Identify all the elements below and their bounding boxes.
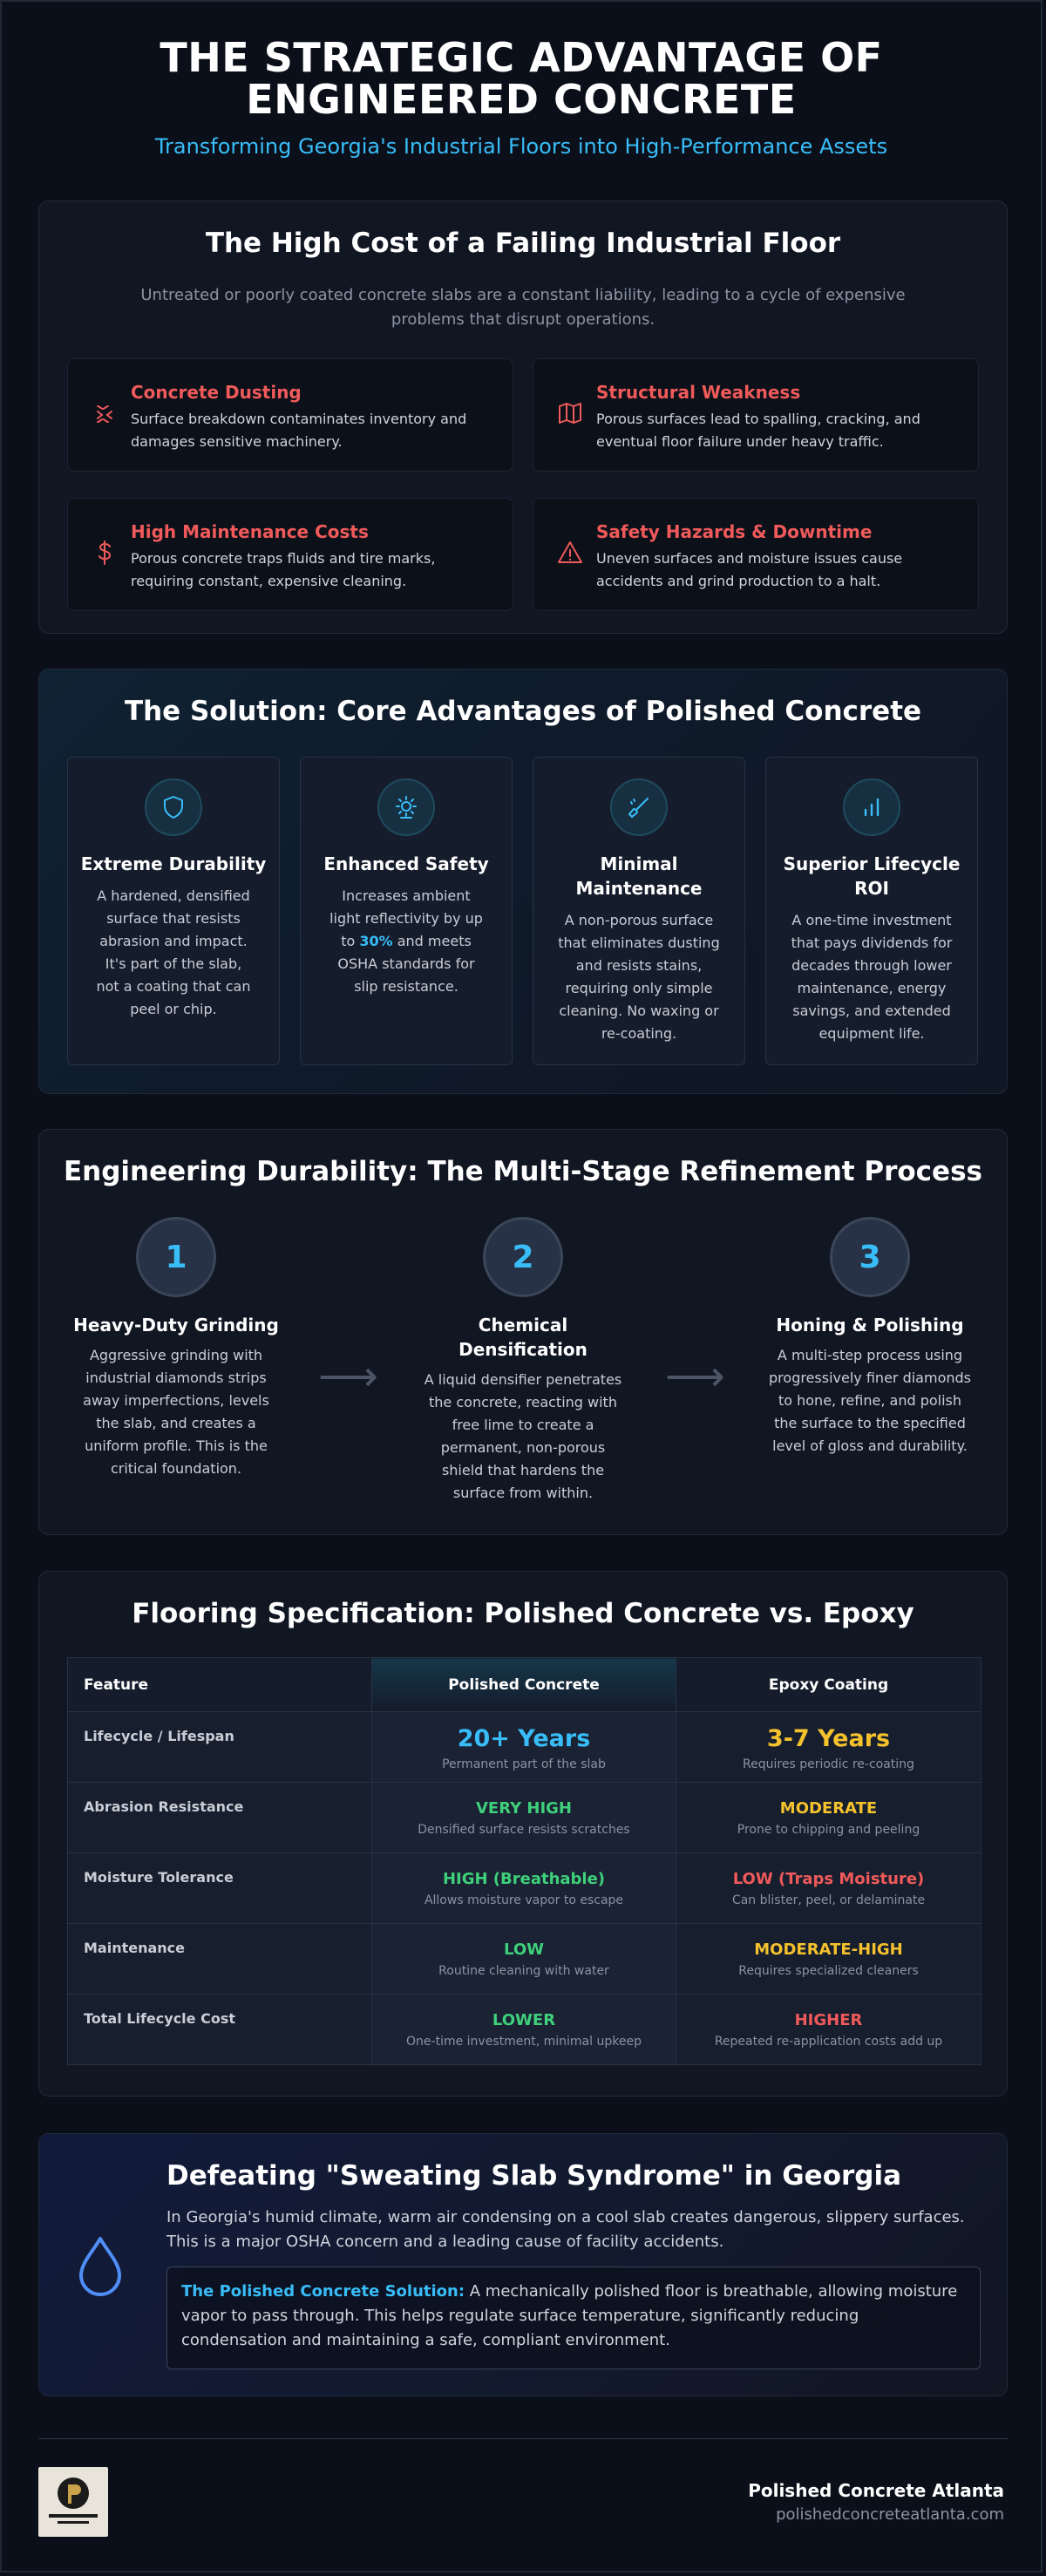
- problem-card-dusting: [67, 358, 513, 472]
- advantage-desc: [301, 885, 512, 998]
- problem-title: High Maintenance Costs: [131, 521, 369, 542]
- advantage-desc-pre: Increases ambient light reflectivity by up to: [329, 887, 483, 949]
- process-step-2: [414, 1217, 632, 1505]
- epoxy-cell: [676, 1783, 981, 1853]
- sweating-slab-section: [38, 2133, 1008, 2396]
- dollar-icon: [91, 539, 119, 567]
- epoxy-note: Prone to chipping and peeling: [737, 1823, 920, 1837]
- step-title: Heavy-Duty Grinding: [73, 1315, 279, 1336]
- polished-cell: [372, 1783, 676, 1853]
- arrow-right-icon: ⟶: [665, 1352, 725, 1401]
- problem-card-maintenance: [67, 498, 513, 611]
- advantage-desc-highlight: 30%: [359, 933, 393, 949]
- shield-icon: [160, 794, 187, 820]
- header-feature: Feature: [68, 1658, 372, 1712]
- step-number: 3: [830, 1217, 910, 1297]
- polished-note: Allows moisture vapor to escape: [424, 1893, 624, 1907]
- table-header-row: [68, 1658, 981, 1712]
- process-title: Engineering Durability: The Multi-Stage Refinement Process: [64, 1156, 982, 1187]
- advantage-desc-post: and meets OSHA standards for slip resistance.: [337, 933, 475, 995]
- header-epoxy: Epoxy Coating: [676, 1658, 981, 1712]
- callout-lead: The Polished Concrete Solution:: [181, 2282, 465, 2301]
- step-desc: A multi-step process using progressively finer diamonds to hone, refine, and polish the surface to the specified level of gloss and durability.: [769, 1347, 971, 1454]
- solution-callout: [166, 2267, 981, 2369]
- advantage-title: Superior Lifecycle ROI: [783, 853, 961, 899]
- feature-cell: Total Lifecycle Cost: [68, 1995, 372, 2065]
- cost-section: [38, 201, 1008, 634]
- dust-icon: [91, 399, 119, 427]
- warning-icon: [556, 539, 584, 567]
- advantage-desc: A hardened, densified surface that resists abrasion and impact. It's part of the slab, not a coating that can peel or chip.: [96, 887, 251, 1017]
- epoxy-note: Requires specialized cleaners: [738, 1964, 919, 1978]
- epoxy-value: MODERATE-HIGH: [754, 1940, 903, 1959]
- advantage-title: Extreme Durability: [80, 853, 267, 874]
- company-url[interactable]: polishedconcreteatlanta.com: [776, 2505, 1004, 2524]
- table-row: [68, 1924, 981, 1995]
- step-title: Chemical Densification: [458, 1315, 588, 1360]
- icon-circle: [843, 778, 900, 836]
- broom-icon: [626, 794, 652, 820]
- epoxy-value: LOW (Traps Moisture): [732, 1870, 925, 1888]
- epoxy-value: MODERATE: [779, 1799, 878, 1818]
- table-row: [68, 1712, 981, 1783]
- process-step-1: [67, 1217, 285, 1480]
- polished-note: Routine cleaning with water: [438, 1964, 609, 1978]
- light-icon: [392, 793, 420, 821]
- epoxy-note: Can blister, peel, or delaminate: [731, 1893, 926, 1907]
- spec-section: [38, 1571, 1008, 2097]
- map-icon: [556, 399, 584, 427]
- table-row: [68, 1783, 981, 1853]
- polished-cell: [372, 1712, 676, 1783]
- step-desc: Aggressive grinding with industrial diamonds strips away imperfections, levels the slab, and creates a uniform profile. This is the critical foundation.: [83, 1347, 269, 1477]
- problem-title: Concrete Dusting: [131, 382, 302, 403]
- header-polished-concrete: Polished Concrete: [372, 1658, 676, 1712]
- title-line-1: THE STRATEGIC ADVANTAGE OF: [160, 34, 883, 81]
- icon-circle: [610, 778, 668, 836]
- process-section: [38, 1129, 1008, 1535]
- problem-title: Safety Hazards & Downtime: [596, 521, 873, 542]
- polished-value: LOW: [504, 1940, 544, 1959]
- step-number: 2: [483, 1217, 563, 1297]
- epoxy-note: Requires periodic re-coating: [743, 1757, 914, 1771]
- epoxy-note: Repeated re-application costs add up: [714, 2035, 943, 2049]
- epoxy-cell: [676, 1853, 981, 1924]
- company-logo: [38, 2467, 108, 2537]
- polished-note: Permanent part of the slab: [442, 1757, 606, 1771]
- epoxy-value: HIGHER: [794, 2011, 863, 2029]
- epoxy-cell: [676, 1924, 981, 1995]
- spec-table: [67, 1657, 981, 2065]
- footer-divider: [38, 2438, 1008, 2439]
- step-desc: A liquid densifier penetrates the concrete, reacting with free lime to create a permanent, non-porous shield that hardens the surface from within.: [424, 1371, 622, 1501]
- polished-cell: [372, 1995, 676, 2065]
- feature-cell: Abrasion Resistance: [68, 1783, 372, 1853]
- spec-title: Flooring Specification: Polished Concrete vs. Epoxy: [132, 1598, 914, 1629]
- icon-circle: [377, 778, 435, 836]
- chart-icon: [859, 794, 885, 820]
- icon-circle: [145, 778, 202, 836]
- advantage-card-roi: [765, 757, 978, 1065]
- problem-desc: Porous concrete traps fluids and tire marks, requiring constant, expensive cleaning.: [131, 550, 436, 589]
- epoxy-cell: [676, 1712, 981, 1783]
- water-drop-icon: [76, 2235, 125, 2298]
- solution-title: The Solution: Core Advantages of Polished Concrete: [124, 696, 922, 727]
- table-row: [68, 1853, 981, 1924]
- title-line-2: ENGINEERED CONCRETE: [246, 76, 797, 123]
- problem-card-safety: [533, 498, 979, 611]
- problem-card-structural: [533, 358, 979, 472]
- polished-note: Densified surface resists scratches: [418, 1823, 630, 1837]
- epoxy-value: 3-7 Years: [766, 1725, 891, 1752]
- polished-cell: [372, 1924, 676, 1995]
- advantage-desc: A one-time investment that pays dividends for decades through lower maintenance, energy savings, and extended equipment life.: [791, 912, 953, 1042]
- step-number: 1: [136, 1217, 216, 1297]
- advantage-card-durability: [67, 757, 280, 1065]
- cost-intro: Untreated or poorly coated concrete slabs are a constant liability, leading to a cycle of expensive problems that disrupt operations.: [140, 286, 906, 329]
- sweating-text: In Georgia's humid climate, warm air condensing on a cool slab creates dangerous, slippery surfaces. This is a major OSHA concern and a leading cause of facility accidents.: [166, 2208, 965, 2251]
- process-step-3: [761, 1217, 979, 1458]
- cost-title: The High Cost of a Failing Industrial Floor: [205, 228, 841, 259]
- polished-value: 20+ Years: [457, 1725, 591, 1752]
- polished-value: LOWER: [492, 2011, 556, 2029]
- polished-value: VERY HIGH: [475, 1799, 572, 1818]
- feature-cell: Maintenance: [68, 1924, 372, 1995]
- polished-note: One-time investment, minimal upkeep: [406, 2035, 642, 2049]
- feature-cell: Moisture Tolerance: [68, 1853, 372, 1924]
- company-name: Polished Concrete Atlanta: [748, 2480, 1004, 2501]
- step-title: Honing & Polishing: [776, 1315, 964, 1336]
- advantage-title: Enhanced Safety: [323, 853, 489, 874]
- feature-cell: Lifecycle / Lifespan: [68, 1712, 372, 1783]
- advantage-title: Minimal Maintenance: [575, 853, 703, 899]
- polished-value: HIGH (Breathable): [442, 1870, 606, 1888]
- epoxy-cell: [676, 1995, 981, 2065]
- table-row: [68, 1995, 981, 2065]
- advantage-desc: A non-porous surface that eliminates dusting and resists stains, requiring only simple cleaning. No waxing or re-coating.: [558, 912, 720, 1042]
- polished-cell: [372, 1853, 676, 1924]
- advantage-card-safety: [300, 757, 513, 1065]
- logo-mark-icon: [38, 2467, 108, 2537]
- advantage-card-maintenance: [533, 757, 745, 1065]
- callout-text: A mechanically polished floor is breathable, allowing moisture vapor to pass through. This helps regulate surface temperature, significantly reducing condensation and maintaining a safe, compliant environment.: [181, 2282, 958, 2349]
- page-subtitle: Transforming Georgia's Industrial Floors into High-Performance Assets: [154, 134, 888, 159]
- page-title: [2, 34, 1041, 123]
- problem-desc: Surface breakdown contaminates inventory and damages sensitive machinery.: [131, 411, 467, 450]
- sweating-title: Defeating "Sweating Slab Syndrome" in Georgia: [166, 2160, 902, 2192]
- problem-desc: Uneven surfaces and moisture issues cause accidents and grind production to a halt.: [596, 550, 903, 589]
- arrow-right-icon: ⟶: [318, 1352, 378, 1401]
- problem-title: Structural Weakness: [596, 382, 801, 403]
- hero: [2, 2, 1041, 167]
- problem-desc: Porous surfaces lead to spalling, cracking, and eventual floor failure under heavy traffic.: [596, 411, 920, 450]
- solution-section: [38, 669, 1008, 1094]
